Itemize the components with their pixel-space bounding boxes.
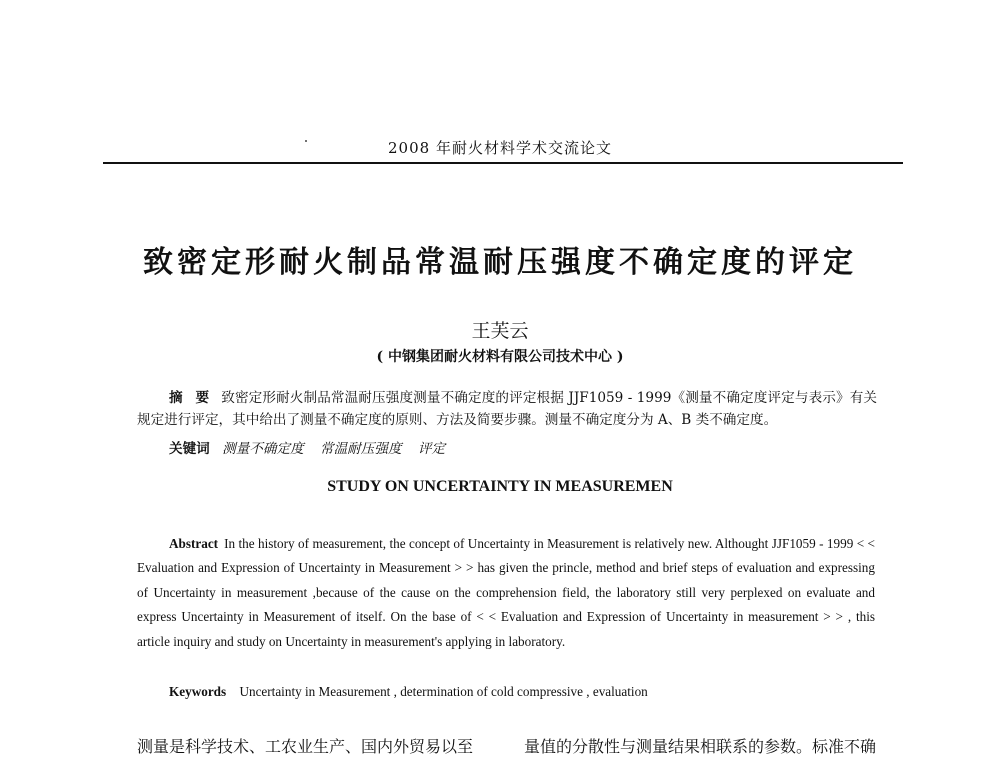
english-abstract-text: In the history of measurement, the concept of Uncertainty in Measurement is relatively new. Althought JJF1059 - 1999 < < Evaluation and Expression of Uncertainty in Measurement > > has given the princle, method and brief steps of evaluation and expressing of Uncertainty in measurement ,because of the cause on the comprehension field, the laboratory still very perplexed on evaluate and express Uncertainty in Measurement of itself. On the base of < < Evaluation and Expression of Uncertainty in measurement > > , this article inquiry and study on Uncertainty in measurement's applying in laboratory. bbox=[137, 536, 875, 649]
chinese-keyword: 测量不确定度 bbox=[222, 441, 304, 457]
author-affiliation: ( 中钢集团耐火材料有限公司技术中心 ) bbox=[376, 349, 624, 365]
running-header: 2008 年耐火材料学术交流论文 bbox=[388, 139, 612, 157]
english-abstract-label: Abstract bbox=[169, 536, 219, 551]
chinese-keyword: 常温耐压强度 bbox=[320, 441, 402, 457]
chinese-keywords bbox=[169, 437, 457, 457]
body-left-column: 测量是科学技术、工农业生产、国内外贸易以至 bbox=[137, 737, 474, 756]
english-keywords-label: Keywords bbox=[169, 684, 227, 699]
english-keywords bbox=[169, 684, 648, 700]
paper-title: 致密定形耐火制品常温耐压强度不确定度的评定 bbox=[143, 245, 857, 280]
chinese-keyword: 评定 bbox=[417, 441, 446, 457]
english-title: STUDY ON UNCERTAINTY IN MEASUREMEN bbox=[327, 478, 673, 495]
english-abstract bbox=[137, 532, 875, 654]
chinese-keywords-label: 关键词 bbox=[169, 441, 210, 457]
body-right-column: 量值的分散性与测量结果相联系的参数。标准不确 bbox=[524, 737, 877, 756]
author-name: 王芙云 bbox=[471, 320, 529, 342]
chinese-abstract-label: 摘 要 bbox=[169, 390, 214, 406]
english-keywords-text: Uncertainty in Measurement , determination of cold compressive , evaluation bbox=[239, 684, 648, 699]
scan-speck bbox=[305, 140, 307, 142]
chinese-abstract-text: 致密定形耐火制品常温耐压强度测量不确定度的评定根据 JJF1059 - 1999《测量不确定度评定与表示》有关规定进行评定，其中给出了测量不确定度的原则、方法及简要步骤。测量不确定度分为 A、B 类不确定度。 bbox=[137, 390, 877, 428]
chinese-abstract bbox=[137, 387, 877, 431]
header-rule bbox=[103, 162, 903, 164]
